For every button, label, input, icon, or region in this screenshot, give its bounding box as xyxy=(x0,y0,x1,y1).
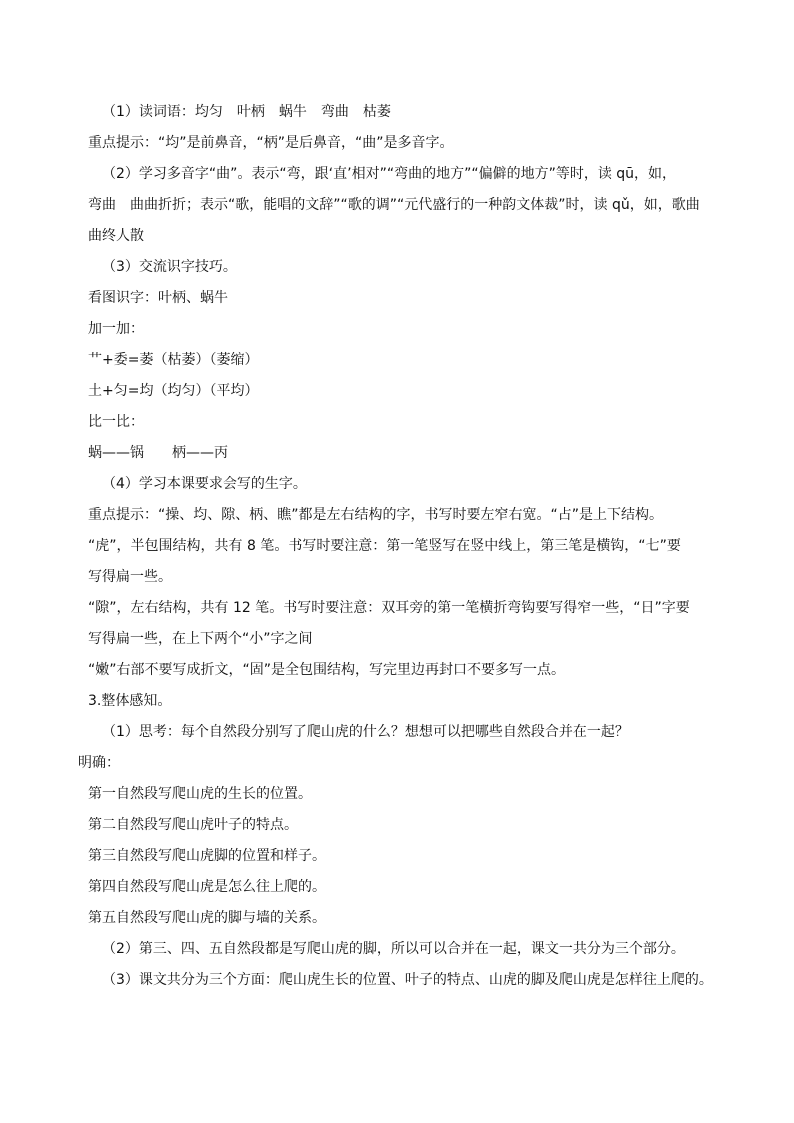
line-paragraph-2: 第二自然段写爬山虎叶子的特点。 xyxy=(88,817,298,833)
line-compare-chars: 蜗——锅 柄——丙 xyxy=(88,445,228,461)
line-add-jun: 土+匀=均（均匀）（平均） xyxy=(88,383,259,399)
line-add-wei: 艹+委=萎（枯萎）（萎缩） xyxy=(88,352,259,368)
line-clarify-heading: 明确： xyxy=(78,755,120,771)
line-paragraph-5: 第五自然段写爬山虎的脚与墙的关系。 xyxy=(88,910,326,926)
line-paragraph-3: 第三自然段写爬山虎脚的位置和样子。 xyxy=(88,848,326,864)
line-paragraph-1: 第一自然段写爬山虎的生长的位置。 xyxy=(88,786,312,802)
line-xi-structure-1: “隙”，左右结构，共有 12 笔。书写时要注意：双耳旁的第一笔横折弯钩要写得窄一些，“日”字要 xyxy=(88,600,690,616)
line-learn-characters: （4）学习本课要求会写的生字。 xyxy=(102,476,307,492)
line-add-heading: 加一加： xyxy=(88,321,144,337)
line-key-tip-pronunciation: 重点提示：“均”是前鼻音，“柄”是后鼻音，“曲”是多音字。 xyxy=(88,135,454,151)
line-xi-structure-2: 写得扁一些，在上下两个“小”字之间 xyxy=(88,631,313,647)
document-content xyxy=(78,102,720,1001)
line-polyphonic-qu-2: 弯曲 曲曲折折；表示“歌，能唱的文辞”“歌的调”“元代盛行的一种韵文体裁”时，读 qǔ，如，歌曲 xyxy=(88,197,700,213)
line-key-tip-structure: 重点提示：“操、均、隙、柄、瞧”都是左右结构的字，书写时要左窄右宽。“占”是上下结构。 xyxy=(88,507,664,523)
line-read-words: （1）读词语：均匀 叶柄 蜗牛 弯曲 枯萎 xyxy=(102,104,391,120)
line-think-question: （1）思考：每个自然段分别写了爬山虎的什么？想想可以把哪些自然段合并在一起？ xyxy=(102,724,629,740)
line-polyphonic-qu-1: （2）学习多音字“曲”。表示“弯，跟‘直’相对”“弯曲的地方”“偏僻的地方”等时，读 qū，如， xyxy=(102,166,677,182)
line-hu-structure-2: 写得扁一些。 xyxy=(88,569,172,585)
line-nen-gu: “嫩”右部不要写成折文，“固”是全包围结构，写完里边再封口不要多写一点。 xyxy=(88,662,566,678)
line-hu-structure-1: “虎”，半包围结构，共有 8 笔。书写时要注意：第一笔竖写在竖中线上，第三笔是横钩，“七”要 xyxy=(88,538,681,554)
line-polyphonic-qu-3: 曲终人散 xyxy=(88,228,144,244)
line-literacy-tips: （3）交流识字技巧。 xyxy=(102,259,237,275)
line-overall-perception: 3.整体感知。 xyxy=(88,693,172,709)
line-three-aspects: （3）课文共分为三个方面：爬山虎生长的位置、叶子的特点、山虎的脚及爬山虎是怎样往上爬的。 xyxy=(102,972,713,988)
line-compare-heading: 比一比： xyxy=(88,414,144,430)
line-picture-literacy: 看图识字：叶柄、蜗牛 xyxy=(88,290,228,306)
line-paragraph-4: 第四自然段写爬山虎是怎么往上爬的。 xyxy=(88,879,326,895)
line-merge-paragraphs: （2）第三、四、五自然段都是写爬山虎的脚，所以可以合并在一起，课文一共分为三个部分。 xyxy=(102,941,685,957)
